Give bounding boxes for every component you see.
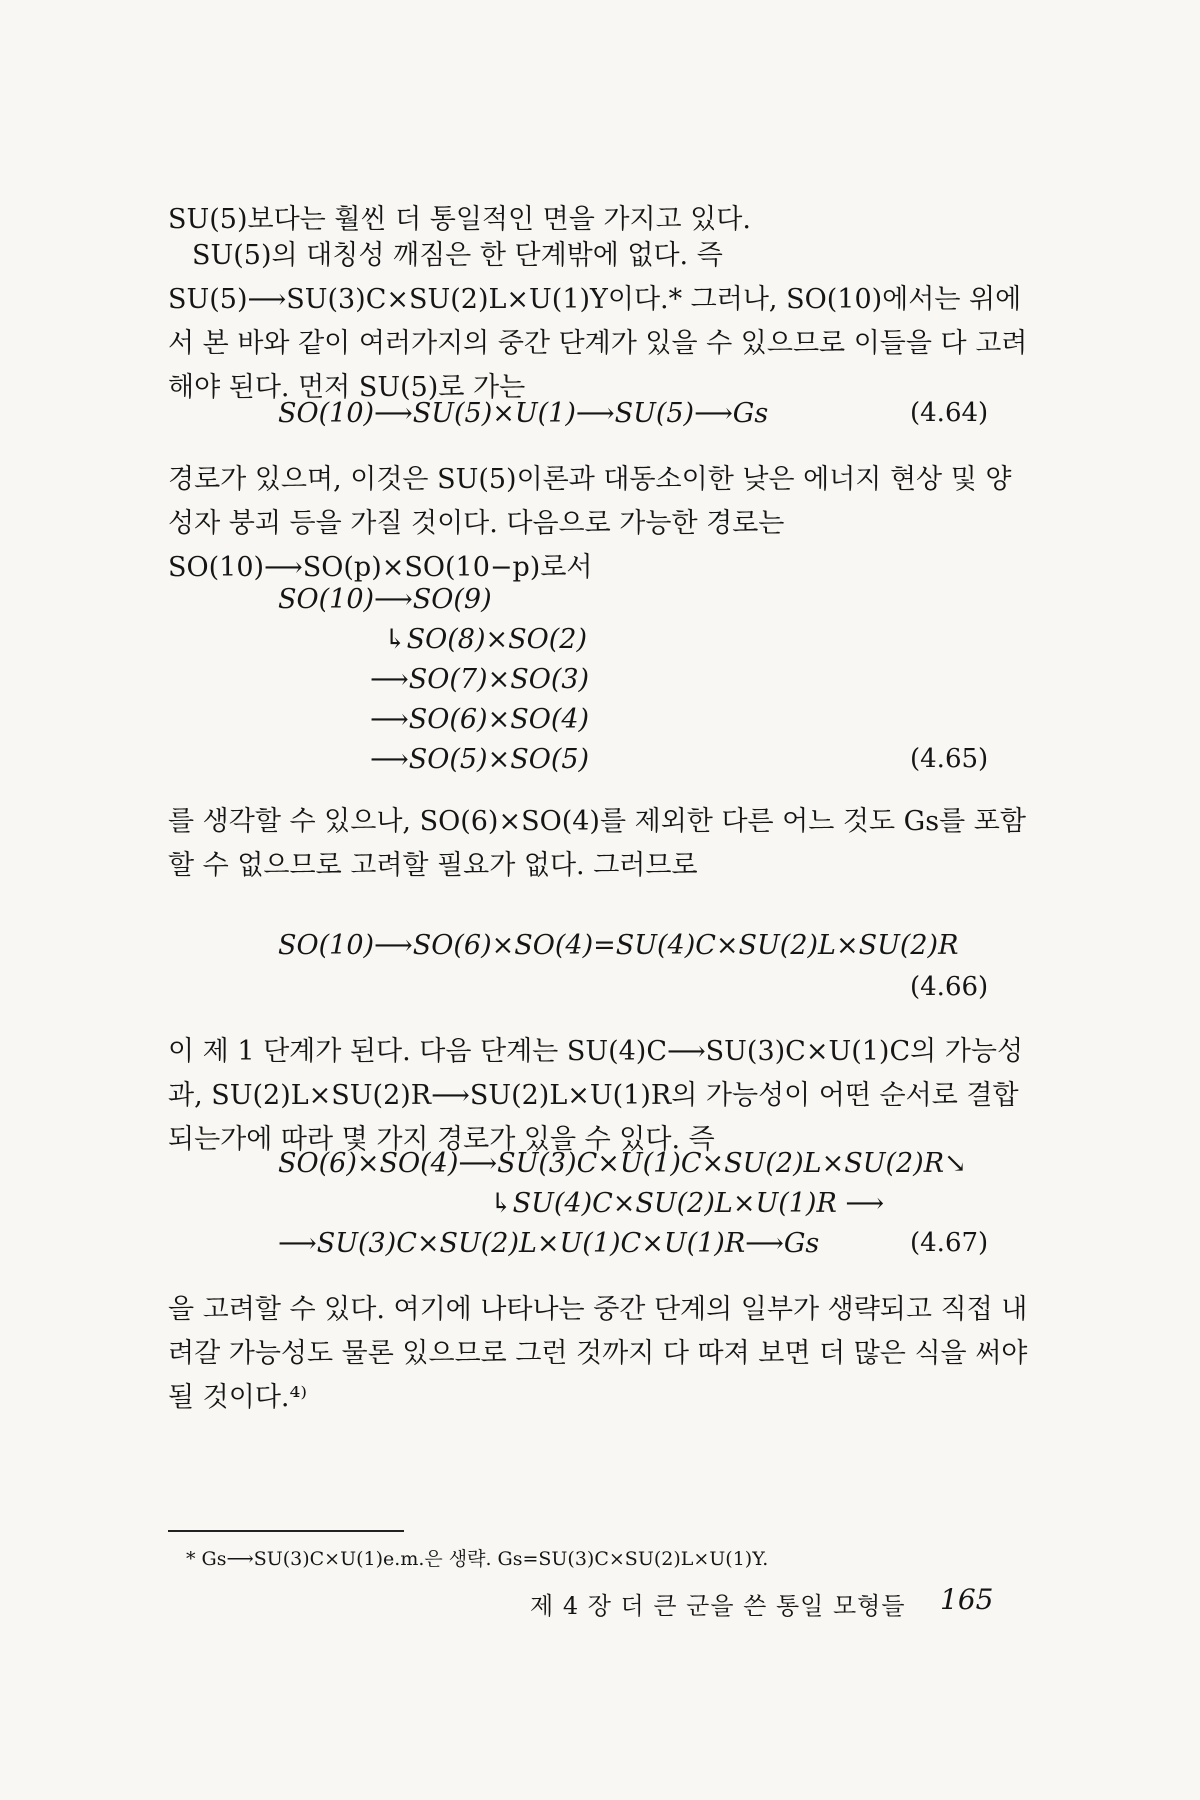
equation-4-65-line-4: ⟶SO(6)×SO(4) xyxy=(370,704,590,735)
running-footer-title: 제 4 장 더 큰 군을 쓴 통일 모형들 xyxy=(530,1592,906,1620)
paragraph-1-text: SU(5)보다는 훨씬 더 통일적인 면을 가지고 있다. xyxy=(168,204,751,235)
equation-4-64: SO(10)⟶SU(5)×U(1)⟶SU(5)⟶Gs xyxy=(278,398,769,429)
paragraph-5 xyxy=(168,1030,1028,1162)
paragraph-6 xyxy=(168,1288,1028,1420)
paragraph-2-text: SU(5)의 대칭성 깨짐은 한 단계밖에 없다. 즉 SU(5)⟶SU(3)C×SU(2)L×U(1)Y이다.* 그러나, SO(10)에서는 위에서 본 바와 같이 여러가지의 중간 단계가 있을 수 있으므로 이들을 다 고려해야 된다. 먼저 SU(5)로 가는 xyxy=(168,240,1028,403)
equation-4-65-line-3: ⟶SO(7)×SO(3) xyxy=(370,664,590,695)
footnote: * Gs⟶SU(3)C×U(1)e.m.은 생략. Gs=SU(3)C×SU(2)L×U(1)Y. xyxy=(186,1548,769,1570)
paragraph-6-text: 을 고려할 수 있다. 여기에 나타나는 중간 단계의 일부가 생략되고 직접 내려갈 가능성도 물론 있으므로 그런 것까지 다 따져 보면 더 많은 식을 써야 될 것이다.⁴⁾ xyxy=(168,1294,1028,1413)
equation-number-4-67: (4.67) xyxy=(910,1228,989,1258)
equation-4-67-line-3: ⟶SU(3)C×SU(2)L×U(1)C×U(1)R⟶Gs xyxy=(278,1228,820,1259)
paragraph-2 xyxy=(168,234,1028,410)
footnote-divider xyxy=(168,1530,404,1532)
paragraph-4-text: 를 생각할 수 있으나, SO(6)×SO(4)를 제외한 다른 어느 것도 Gs를 포함할 수 없으므로 고려할 필요가 없다. 그러므로 xyxy=(168,806,1026,881)
equation-4-65-line-1: SO(10)⟶SO(9) xyxy=(278,584,492,615)
paragraph-3-text: 경로가 있으며, 이것은 SU(5)이론과 대동소이한 낮은 에너지 현상 및 양성자 붕괴 등을 가질 것이다. 다음으로 가능한 경로는 SO(10)⟶SO(p)×SO(10−p)로서 xyxy=(168,464,1012,583)
equation-4-67-line-2: ↳SU(4)C×SU(2)L×U(1)R ⟶ xyxy=(490,1188,885,1219)
paragraph-5-text: 이 제 1 단계가 된다. 다음 단계는 SU(4)C⟶SU(3)C×U(1)C의 가능성과, SU(2)L×SU(2)R⟶SU(2)L×U(1)R의 가능성이 어떤 순서로 결합되는가에 따라 몇 가지 경로가 있을 수 있다. 즉 xyxy=(168,1036,1024,1155)
equation-4-66: SO(10)⟶SO(6)×SO(4)=SU(4)C×SU(2)L×SU(2)R xyxy=(278,930,959,961)
equation-4-67-line-1: SO(6)×SO(4)⟶SU(3)C×U(1)C×SU(2)L×SU(2)R↘ xyxy=(278,1148,967,1179)
equation-4-65-line-5: ⟶SO(5)×SO(5) xyxy=(370,744,590,775)
equation-number-4-66: (4.66) xyxy=(910,972,989,1002)
paragraph-4 xyxy=(168,800,1028,888)
equation-number-4-65: (4.65) xyxy=(910,744,989,774)
equation-number-4-64: (4.64) xyxy=(910,398,989,428)
paragraph-3 xyxy=(168,458,1028,590)
page-number: 165 xyxy=(940,1583,994,1616)
equation-4-65-line-2: ↳SO(8)×SO(2) xyxy=(384,624,588,655)
